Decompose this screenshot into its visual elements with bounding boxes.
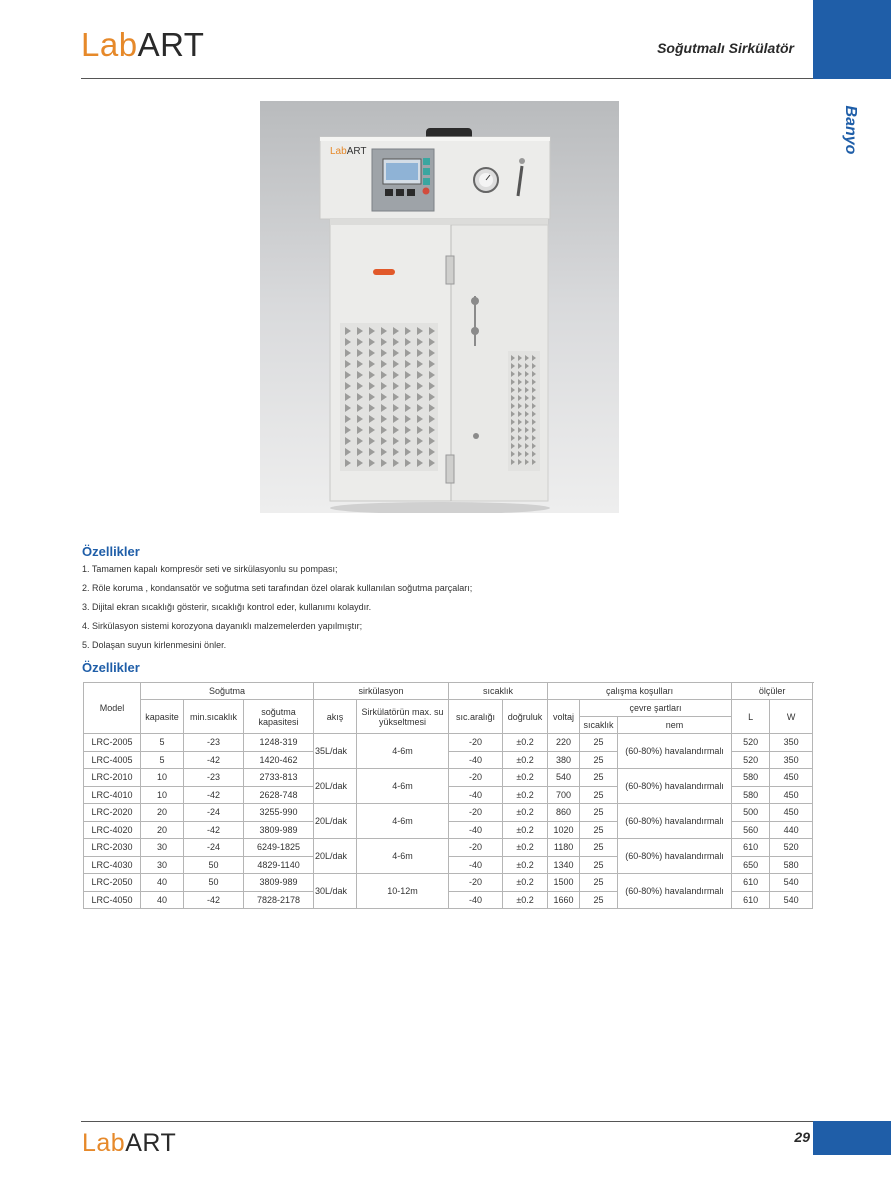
cell-accuracy: ±0.2 (503, 839, 548, 857)
table-row (84, 769, 813, 787)
cell-model: LRC-2010 (84, 769, 141, 787)
footer-brand-art: ART (125, 1129, 177, 1157)
cell-ambient-temp: 25 (580, 786, 618, 804)
cell-length: 580 (732, 769, 770, 787)
cell-capacity: 5 (141, 751, 184, 769)
cell-voltage: 1020 (548, 821, 580, 839)
cell-width: 350 (770, 734, 813, 752)
cell-temp-range: -20 (449, 839, 503, 857)
cell-capacity: 10 (141, 786, 184, 804)
cell-voltage: 220 (548, 734, 580, 752)
cell-temp-range: -40 (449, 891, 503, 909)
chiller-unit-illustration (260, 101, 619, 513)
col-temp-range: sıc.aralığı (449, 700, 503, 734)
cell-length: 610 (732, 839, 770, 857)
cell-cooling-capacity: 6249-1825 (244, 839, 314, 857)
cell-temp-range: -20 (449, 734, 503, 752)
cell-width: 450 (770, 786, 813, 804)
cell-min-temp: -24 (184, 839, 244, 857)
col-humidity: nem (618, 717, 732, 734)
orange-handle-icon (373, 269, 395, 275)
panel-brand-art: ART (346, 146, 367, 157)
brand-logo-art: ART (137, 26, 205, 63)
cell-min-temp: -42 (184, 751, 244, 769)
col-group-operating: çalışma koşulları (548, 683, 732, 700)
table-row (84, 874, 813, 892)
cell-temp-range: -20 (449, 804, 503, 822)
cell-max-lift: 4-6m (357, 769, 449, 804)
cell-width: 540 (770, 874, 813, 892)
cell-voltage: 700 (548, 786, 580, 804)
col-group-temperature: sıcaklık (449, 683, 548, 700)
cell-length: 610 (732, 874, 770, 892)
cell-flow: 20L/dak (314, 769, 357, 804)
col-group-cooling: Soğutma (141, 683, 314, 700)
col-max-lift: Sirkülatörün max. su yükseltmesi (357, 700, 449, 734)
cell-humidity: (60-80%) havalandırmalı (618, 804, 732, 839)
cell-temp-range: -40 (449, 821, 503, 839)
vent-grille-left (340, 323, 438, 471)
cell-temp-range: -20 (449, 769, 503, 787)
cell-model: LRC-2050 (84, 874, 141, 892)
cell-model: LRC-2020 (84, 804, 141, 822)
cell-voltage: 1180 (548, 839, 580, 857)
cell-voltage: 540 (548, 769, 580, 787)
cell-width: 520 (770, 839, 813, 857)
table-row (84, 839, 813, 857)
cell-length: 520 (732, 734, 770, 752)
cell-min-temp: -24 (184, 804, 244, 822)
cell-temp-range: -40 (449, 786, 503, 804)
feature-item-5: 5. Dolaşan suyun kirlenmesini önler. (82, 640, 227, 650)
brand-logo (81, 26, 204, 64)
page-title: Soğutmalı Sirkülatör (657, 40, 794, 56)
cell-ambient-temp: 25 (580, 751, 618, 769)
panel-brand-lab: Lab (330, 146, 347, 157)
cell-cooling-capacity: 3809-989 (244, 874, 314, 892)
col-width: W (770, 700, 813, 734)
cell-min-temp: 50 (184, 856, 244, 874)
cell-humidity: (60-80%) havalandırmalı (618, 874, 732, 909)
cell-humidity: (60-80%) havalandırmalı (618, 839, 732, 874)
col-model: Model (84, 683, 141, 734)
feature-item-1: 1. Tamamen kapalı kompresör seti ve sirkülasyonlu su pompası; (82, 564, 338, 574)
cell-accuracy: ±0.2 (503, 891, 548, 909)
cell-capacity: 40 (141, 891, 184, 909)
side-category-text: Banyo (842, 105, 859, 155)
cell-temp-range: -20 (449, 874, 503, 892)
cell-width: 450 (770, 804, 813, 822)
cell-width: 350 (770, 751, 813, 769)
cell-humidity: (60-80%) havalandırmalı (618, 769, 732, 804)
cell-capacity: 20 (141, 804, 184, 822)
cell-max-lift: 4-6m (357, 804, 449, 839)
cell-min-temp: -42 (184, 786, 244, 804)
cell-min-temp: -42 (184, 891, 244, 909)
feature-item-3: 3. Dijital ekran sıcaklığı gösterir, sıcaklığı kontrol eder, kullanımı kolaydır. (82, 602, 372, 612)
cell-accuracy: ±0.2 (503, 856, 548, 874)
col-length: L (732, 700, 770, 734)
cell-min-temp: -42 (184, 821, 244, 839)
cell-max-lift: 10-12m (357, 874, 449, 909)
cell-length: 610 (732, 891, 770, 909)
features-title: Özellikler (82, 544, 140, 559)
feature-item-2: 2. Röle koruma , kondansatör ve soğutma seti tarafından özel olarak kullanılan soğutma parçaları; (82, 583, 473, 593)
cell-ambient-temp: 25 (580, 874, 618, 892)
col-flow: akış (314, 700, 357, 734)
cell-cooling-capacity: 2628-748 (244, 786, 314, 804)
cell-cooling-capacity: 7828-2178 (244, 891, 314, 909)
cell-ambient-temp: 25 (580, 821, 618, 839)
col-capacity: kapasite (141, 700, 184, 734)
col-group-circulation: sirkülasyon (314, 683, 449, 700)
cell-accuracy: ±0.2 (503, 786, 548, 804)
cell-accuracy: ±0.2 (503, 751, 548, 769)
cell-model: LRC-2030 (84, 839, 141, 857)
col-accuracy: doğruluk (503, 700, 548, 734)
cell-accuracy: ±0.2 (503, 804, 548, 822)
cell-cooling-capacity: 4829-1140 (244, 856, 314, 874)
specs-table (83, 682, 813, 909)
cell-cooling-capacity: 3809-989 (244, 821, 314, 839)
table-row (84, 734, 813, 752)
cell-width: 540 (770, 891, 813, 909)
cell-capacity: 20 (141, 821, 184, 839)
cell-ambient-temp: 25 (580, 769, 618, 787)
footer-brand-lab: Lab (82, 1129, 126, 1157)
specs-title: Özellikler (82, 660, 140, 675)
cell-temp-range: -40 (449, 856, 503, 874)
cell-capacity: 5 (141, 734, 184, 752)
cell-flow: 30L/dak (314, 874, 357, 909)
cell-voltage: 1340 (548, 856, 580, 874)
cell-temp-range: -40 (449, 751, 503, 769)
col-min-temp: min.sıcaklık (184, 700, 244, 734)
footer-divider (81, 1121, 813, 1122)
cell-model: LRC-4030 (84, 856, 141, 874)
cell-cooling-capacity: 1248-319 (244, 734, 314, 752)
cell-width: 440 (770, 821, 813, 839)
cell-ambient-temp: 25 (580, 856, 618, 874)
cell-accuracy: ±0.2 (503, 734, 548, 752)
cell-voltage: 380 (548, 751, 580, 769)
cell-model: LRC-4005 (84, 751, 141, 769)
cell-cooling-capacity: 1420-462 (244, 751, 314, 769)
product-photo (260, 101, 619, 513)
table-row (84, 804, 813, 822)
cell-flow: 35L/dak (314, 734, 357, 769)
cell-width: 580 (770, 856, 813, 874)
cell-capacity: 30 (141, 856, 184, 874)
cell-accuracy: ±0.2 (503, 769, 548, 787)
page-number: 29 (794, 1129, 810, 1145)
brand-logo-lab: Lab (81, 26, 138, 63)
cell-model: LRC-4020 (84, 821, 141, 839)
col-ambient-temp: sıcaklık (580, 717, 618, 734)
cell-model: LRC-2005 (84, 734, 141, 752)
cell-width: 450 (770, 769, 813, 787)
cell-cooling-capacity: 2733-813 (244, 769, 314, 787)
footer-brand-logo (82, 1129, 176, 1158)
cell-flow: 20L/dak (314, 839, 357, 874)
col-group-dimensions: ölçüler (732, 683, 813, 700)
cell-min-temp: -23 (184, 769, 244, 787)
cell-max-lift: 4-6m (357, 839, 449, 874)
cell-min-temp: 50 (184, 874, 244, 892)
cell-max-lift: 4-6m (357, 734, 449, 769)
feature-item-4: 4. Sirkülasyon sistemi korozyona dayanıklı malzemelerden yapılmıştır; (82, 621, 363, 631)
cell-capacity: 10 (141, 769, 184, 787)
cell-length: 560 (732, 821, 770, 839)
cell-ambient-temp: 25 (580, 804, 618, 822)
cell-accuracy: ±0.2 (503, 874, 548, 892)
cell-cooling-capacity: 3255-990 (244, 804, 314, 822)
cell-flow: 20L/dak (314, 804, 357, 839)
cell-voltage: 1660 (548, 891, 580, 909)
cell-model: LRC-4010 (84, 786, 141, 804)
footer-accent-bar (813, 1121, 891, 1155)
cell-voltage: 860 (548, 804, 580, 822)
col-voltage: voltaj (548, 700, 580, 734)
cell-humidity: (60-80%) havalandırmalı (618, 734, 732, 769)
cell-accuracy: ±0.2 (503, 821, 548, 839)
col-cooling-capacity: soğutma kapasitesi (244, 700, 314, 734)
cell-voltage: 1500 (548, 874, 580, 892)
col-group-ambient: çevre şartları (580, 700, 732, 717)
cell-ambient-temp: 25 (580, 839, 618, 857)
cell-length: 500 (732, 804, 770, 822)
cell-length: 650 (732, 856, 770, 874)
panel-brand (330, 146, 367, 157)
cell-ambient-temp: 25 (580, 734, 618, 752)
side-category-label (830, 95, 870, 165)
cell-min-temp: -23 (184, 734, 244, 752)
cell-ambient-temp: 25 (580, 891, 618, 909)
cell-length: 580 (732, 786, 770, 804)
cell-length: 520 (732, 751, 770, 769)
header-divider (81, 78, 813, 79)
cell-capacity: 40 (141, 874, 184, 892)
corner-accent-bar (813, 0, 891, 79)
cell-capacity: 30 (141, 839, 184, 857)
cell-model: LRC-4050 (84, 891, 141, 909)
